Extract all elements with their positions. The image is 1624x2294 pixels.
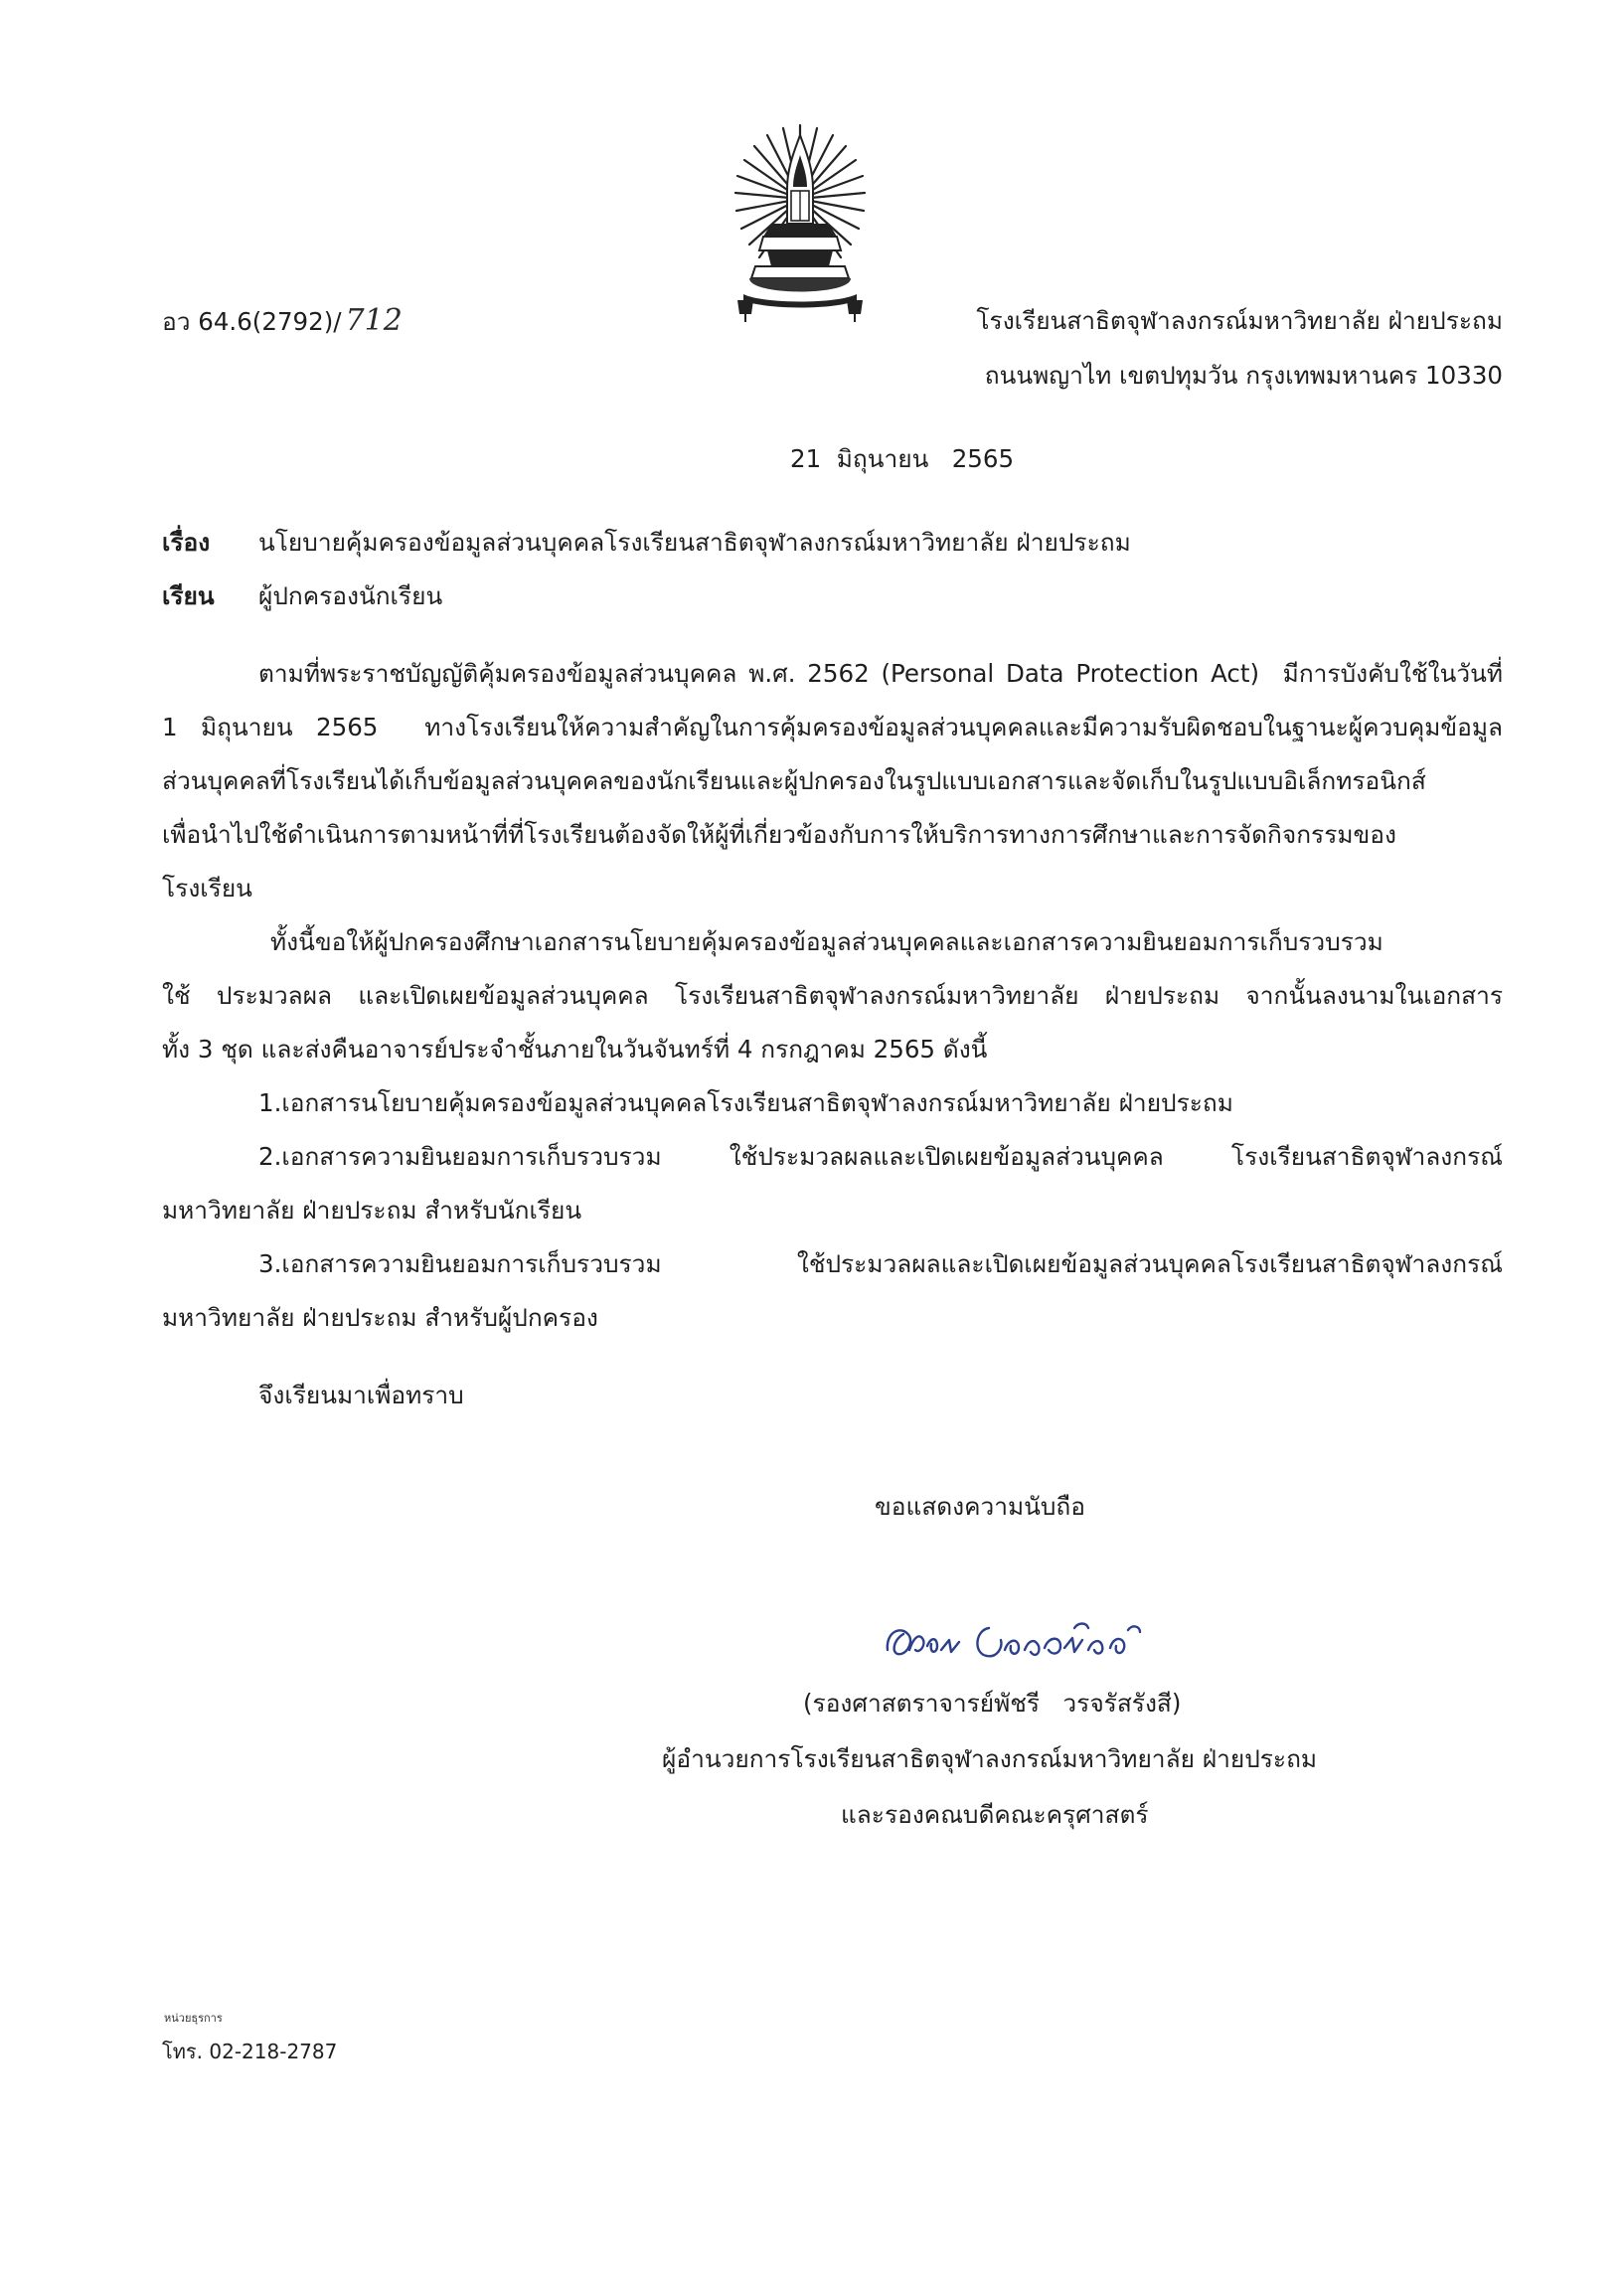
footer-unit: หน่วยธุรการ [164, 2012, 223, 2025]
closing-request: จึงเรียนมาเพื่อทราบ [258, 1381, 464, 1409]
list-item-2-line-2: มหาวิทยาลัย ฝ่ายประถม สำหรับนักเรียน [162, 1196, 582, 1225]
paragraph-2-line-1: ทั้งนี้ขอให้ผู้ปกครองศึกษาเอกสารนโยบายคุ้มครองข้อมูลส่วนบุคคลและเอกสารความยินยอมการเก็บรวบรวม [270, 927, 1383, 956]
paragraph-2-line-3: ทั้ง 3 ชุด และส่งคืนอาจารย์ประจำชั้นภายในวันจันทร์ที่ 4 กรกฎาคม 2565 ดังนี้ [162, 1035, 988, 1064]
paragraph-2-line-2: ใช้ ประมวลผล และเปิดเผยข้อมูลส่วนบุคคล โรงเรียนสาธิตจุฬาลงกรณ์มหาวิทยาลัย ฝ่ายประถม จากนั้นลงนามในเอกสาร [162, 981, 1503, 1010]
subject-label: เรื่อง [162, 528, 211, 557]
recipient-label: เรียน [162, 581, 215, 610]
reference-number-text: อว 64.6(2792)/ [162, 307, 342, 336]
signer-title-1: ผู้อำนวยการโรงเรียนสาธิตจุฬาลงกรณ์มหาวิทยาลัย ฝ่ายประถม [662, 1744, 1318, 1773]
paragraph-1-line-2: 1 มิถุนายน 2565 ทางโรงเรียนให้ความสำคัญในการคุ้มครองข้อมูลส่วนบุคคลและมีความรับผิดชอบในฐานะผู้ควบคุมข้อมูล [162, 713, 1503, 741]
handwritten-signature-icon [880, 1610, 1188, 1678]
reference-handwritten-number: 712 [345, 303, 403, 338]
letter-date: 21 มิถุนายน 2565 [790, 444, 1015, 473]
subject-text: นโยบายคุ้มครองข้อมูลส่วนบุคคลโรงเรียนสาธิตจุฬาลงกรณ์มหาวิทยาลัย ฝ่ายประถม [258, 528, 1131, 557]
footer-phone: โทร. 02-218-2787 [162, 2040, 338, 2063]
phra-kiao-emblem-icon [733, 119, 867, 323]
recipient-text: ผู้ปกครองนักเรียน [258, 581, 443, 610]
list-item-1: 1.เอกสารนโยบายคุ้มครองข้อมูลส่วนบุคคลโรงเรียนสาธิตจุฬาลงกรณ์มหาวิทยาลัย ฝ่ายประถม [258, 1088, 1233, 1117]
salutation: ขอแสดงความนับถือ [875, 1492, 1085, 1521]
list-item-2-line-1: 2.เอกสารความยินยอมการเก็บรวบรวม ใช้ประมวลผลและเปิดเผยข้อมูลส่วนบุคคล โรงเรียนสาธิตจุฬาลงกรณ์ [258, 1142, 1503, 1171]
paragraph-1-line-3: ส่วนบุคคลที่โรงเรียนได้เก็บข้อมูลส่วนบุคคลของนักเรียนและผู้ปกครองในรูปแบบเอกสารและจัดเก็บในรูปแบบอิเล็กทรอนิกส์ [162, 766, 1426, 795]
signer-name: (รองศาสตราจารย์พัชรี วรจรัสรังสี) [803, 1689, 1182, 1718]
org-address-line-1: โรงเรียนสาธิตจุฬาลงกรณ์มหาวิทยาลัย ฝ่ายประถม [976, 306, 1503, 335]
paragraph-1-line-1: ตามที่พระราชบัญญัติคุ้มครองข้อมูลส่วนบุคคล พ.ศ. 2562 (Personal Data Protection Act) มีการบังคับใช้ในวันที่ [258, 659, 1503, 688]
signer-title-2: และรองคณบดีคณะครุศาสตร์ [841, 1800, 1149, 1829]
list-item-3-line-1: 3.เอกสารความยินยอมการเก็บรวบรวม ใช้ประมวลผลและเปิดเผยข้อมูลส่วนบุคคลโรงเรียนสาธิตจุฬาลงกรณ์ [258, 1249, 1503, 1278]
paragraph-1-line-5: โรงเรียน [162, 874, 252, 902]
paragraph-1-line-4: เพื่อนำไปใช้ดำเนินการตามหน้าที่ที่โรงเรียนต้องจัดให้ผู้ที่เกี่ยวข้องกับการให้บริการทางการศึกษาและการจัดกิจกรรมของ [162, 820, 1396, 849]
reference-number [162, 303, 403, 340]
org-address-line-2: ถนนพญาไท เขตปทุมวัน กรุงเทพมหานคร 10330 [984, 361, 1503, 390]
list-item-3-line-2: มหาวิทยาลัย ฝ่ายประถม สำหรับผู้ปกครอง [162, 1303, 598, 1332]
